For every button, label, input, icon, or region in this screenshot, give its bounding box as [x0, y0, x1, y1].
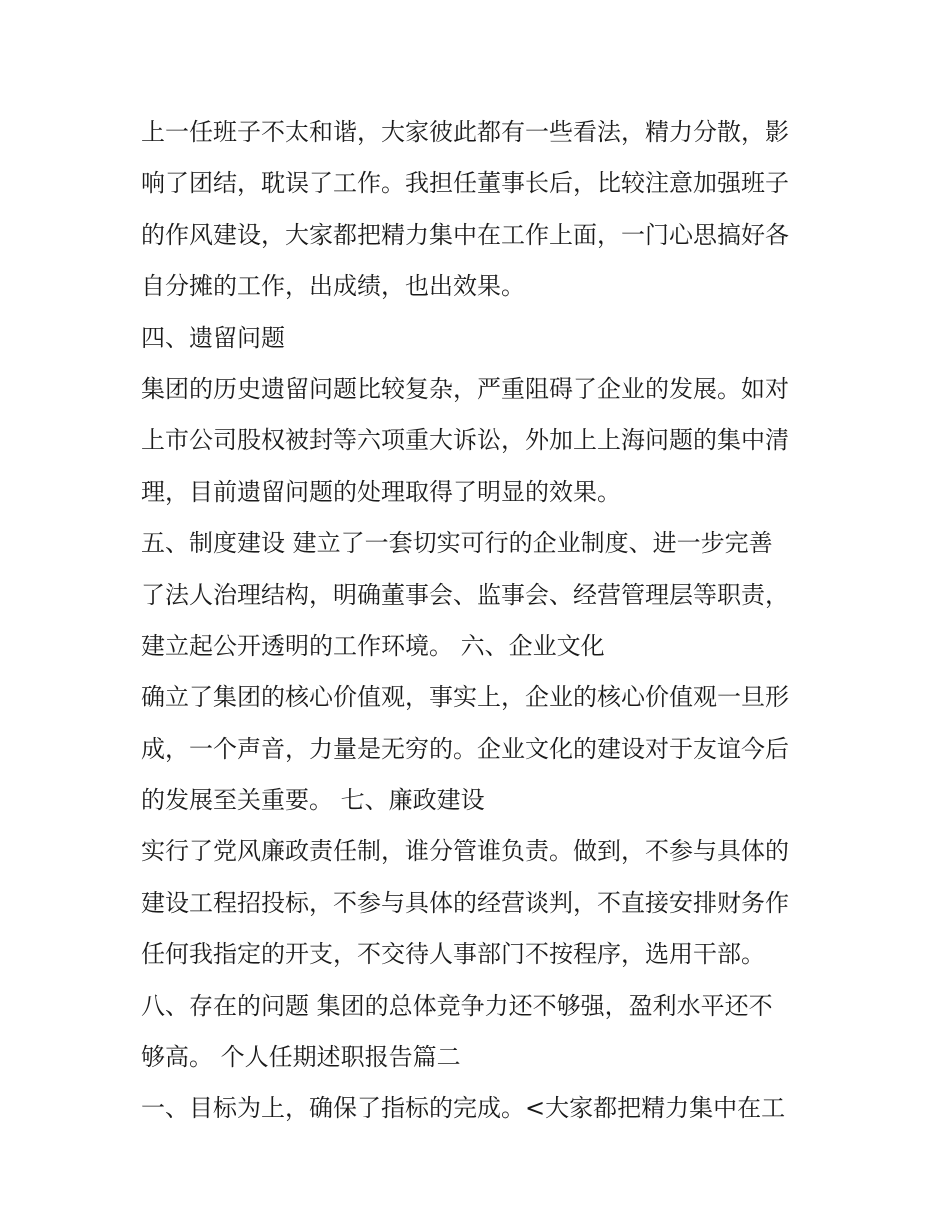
text-line: 上一任班子不太和谐，大家彼此都有一些看法，精力分散，影	[141, 118, 789, 146]
text-line: 够高。 个人任期述职报告篇二	[141, 1043, 461, 1072]
text-line: 了法人治理结构，明确董事会、监事会、经营管理层等职责，	[141, 580, 789, 609]
text-line: 建立起公开透明的工作环境。 六、企业文化	[141, 631, 605, 660]
text-line: 确立了集团的核心价值观，事实上，企业的核心价值观一旦形	[141, 683, 789, 712]
text-line: 八、存在的问题 集团的总体竞争力还不够强，盈利水平还不	[141, 991, 773, 1020]
text-line: 集团的历史遗留问题比较复杂，严重阻碍了企业的发展。如对	[141, 374, 789, 403]
text-line: 建设工程招投标，不参与具体的经营谈判，不直接安排财务作	[141, 888, 789, 917]
text-line: 成，一个声音，力量是无穷的。企业文化的建设对于友谊今后	[141, 734, 789, 763]
text-line: 自分摊的工作，出成绩，也出效果。	[141, 272, 525, 301]
text-line: 实行了党风廉政责任制，谁分管谁负责。做到，不参与具体的	[141, 837, 789, 866]
body-text	[141, 107, 821, 1135]
text-line: 的发展至关重要。 七、廉政建设	[141, 786, 485, 815]
text-line: 一、目标为上，确保了指标的完成。<大家都把精力集中在工	[141, 1094, 786, 1123]
text-line: 任何我指定的开支，不交待人事部门不按程序，选用干部。	[141, 940, 765, 969]
text-line: 五、制度建设 建立了一套切实可行的企业制度、进一步完善	[141, 529, 773, 558]
text-line: 上市公司股权被封等六项重大诉讼，外加上上海问题的集中清	[141, 426, 789, 455]
text-line: 响了团结，耽误了工作。我担任董事长后，比较注意加强班子	[141, 169, 789, 198]
text-line: 理，目前遗留问题的处理取得了明显的效果。	[141, 477, 621, 506]
section-heading: 四、遗留问题	[141, 323, 285, 352]
text-line: 的作风建设，大家都把精力集中在工作上面，一门心思搞好各	[141, 220, 789, 249]
